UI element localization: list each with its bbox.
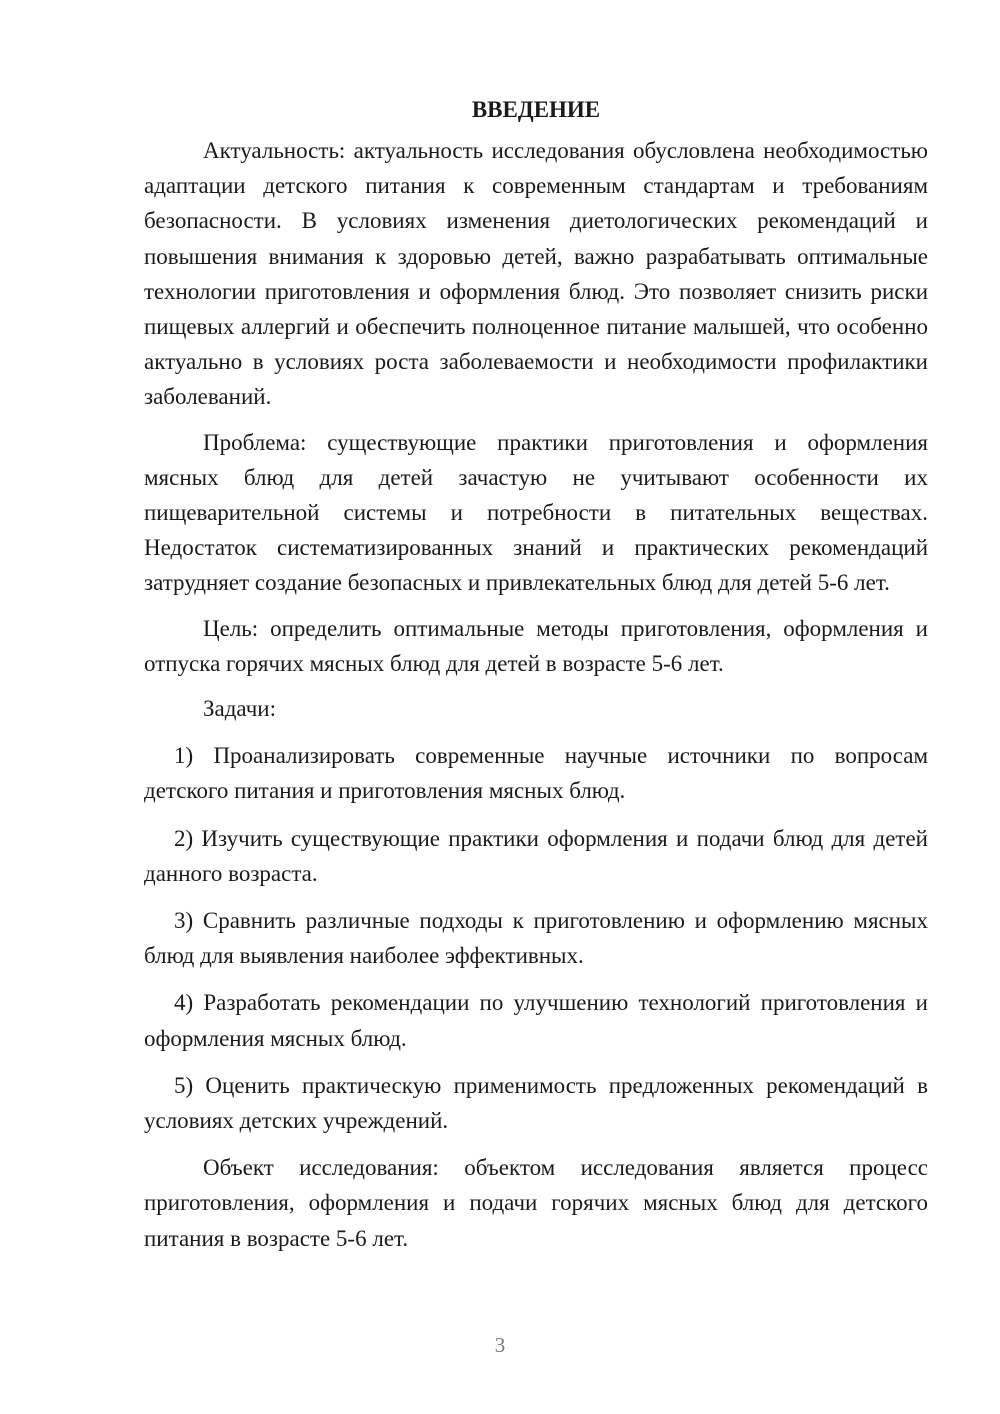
task-item-1: 1) Проанализировать современные научные источники по вопросам детского питания и приготовления мясных блюд. <box>144 743 928 804</box>
page-content <box>144 92 928 1256</box>
task-item-5: 5) Оценить практическую применимость предложенных рекомендаций в условиях детских учреждений. <box>144 1072 928 1134</box>
page-number: 3 <box>494 1333 506 1357</box>
object-paragraph: Объект исследования: объектом исследования является процесс приготовления, оформления и подачи горячих мясных блюд для детского питания в возрасте 5-6 лет. <box>144 1155 928 1251</box>
problem-paragraph: Проблема: существующие практики приготовления и оформления мясных блюд для детей зачастую не учитывают особенности их пищеварительной системы и потребности в питательных веществах. Недостаток систематизированных знаний и практических рекомендаций затрудняет создание безопасных и привлекательных блюд для детей 5-6 лет. <box>144 429 928 596</box>
task-item-4: 4) Разработать рекомендации по улучшению технологий приготовления и оформления мясных блюд. <box>144 990 928 1051</box>
task-item-2: 2) Изучить существующие практики оформления и подачи блюд для детей данного возраста. <box>144 825 928 886</box>
page-title: ВВЕДЕНИЕ <box>471 97 601 122</box>
goal-paragraph: Цель: определить оптимальные методы приготовления, оформления и отпуска горячих мясных блюд для детей в возрасте 5-6 лет. <box>144 615 928 676</box>
task-item-3: 3) Сравнить различные подходы к приготовлению и оформлению мясных блюд для выявления наиболее эффективных. <box>144 908 928 969</box>
relevance-paragraph: Актуальность: актуальность исследования обусловлена необходимостью адаптации детского питания к современным стандартам и требованиям безопасности. В условиях изменения диетологических рекомендаций и повышения внимания к здоровью детей, важно разрабатывать оптимальные технологии приготовления и оформления блюд. Это позволяет снизить риски пищевых аллергий и обеспечить полноценное питание малышей, что особенно актуально в условиях роста заболеваемости и необходимости профилактики заболеваний. <box>144 138 928 410</box>
tasks-heading: Задачи: <box>203 696 276 722</box>
